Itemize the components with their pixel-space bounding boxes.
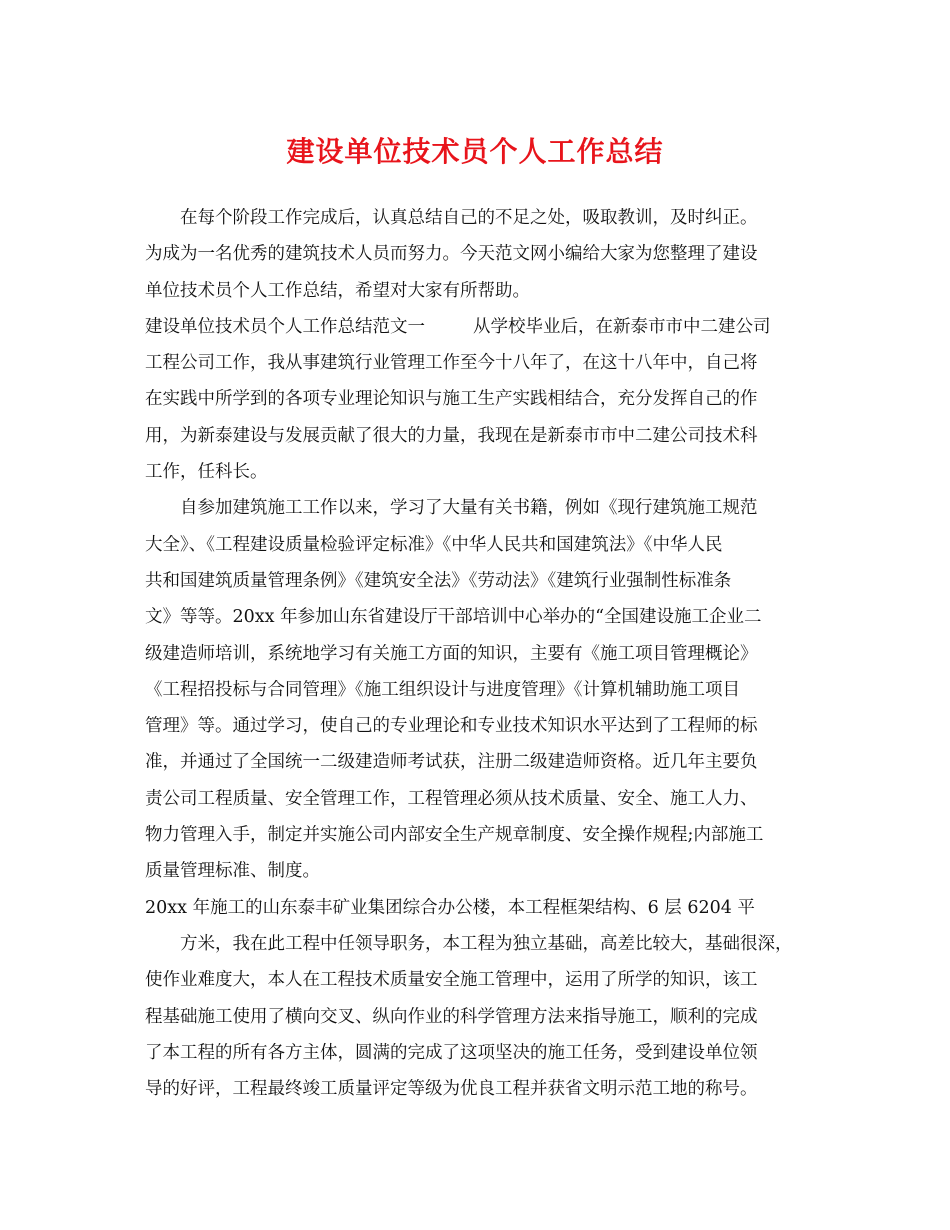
- text-line: 为成为一名优秀的建筑技术人员而努力。今天范文网小编给大家为您整理了建设: [145, 244, 758, 265]
- text-line: [145, 1107, 805, 1143]
- text-line: 物力管理入手，制定并实施公司内部安全生产规章制度、安全操作规程;内部施工: [145, 825, 764, 846]
- section-heading: 建设单位技术员个人工作总结范文一: [145, 316, 425, 337]
- document-title: 建设单位技术员个人工作总结: [286, 135, 664, 168]
- text-line: 单位技术员个人工作总结，希望对大家有所帮助。: [145, 280, 530, 301]
- text-line: 大全》、《工程建设质量检验评定标准》《中华人民共和国建筑法》《中华人民: [145, 534, 723, 555]
- text-line: 用，为新泰建设与发展贡献了很大的力量，我现在是新泰市市中二建公司技术科: [145, 425, 758, 446]
- text-line-with-heading: [145, 309, 805, 345]
- document-body: [145, 200, 805, 1144]
- text-line: 在实践中所学到的各项专业理论知识与施工生产实践相结合，充分发挥自己的作: [145, 389, 758, 410]
- text-line: 程基础施工使用了横向交叉、纵向作业的科学管理方法来指导施工，顺利的完成: [145, 1006, 758, 1027]
- text-line: 文》等等。20xx 年参加山东省建设厅干部培训中心举办的“全国建设施工企业二: [145, 607, 762, 628]
- text-line: 自参加建筑施工工作以来，学习了大量有关书籍，例如《现行建筑施工规范: [180, 498, 758, 519]
- text-line: 导的好评，工程最终竣工质量评定等级为优良工程并获省文明示范工地的称号。: [145, 1079, 758, 1100]
- text-line: 责公司工程质量、安全管理工作，工程管理必须从技术质量、安全、施工人力、: [145, 788, 758, 809]
- text-line: 了本工程的所有各方主体，圆满的完成了这项坚决的施工任务，受到建设单位领: [145, 1042, 758, 1063]
- text-line: 《工程招投标与合同管理》《施工组织设计与进度管理》《计算机辅助施工项目: [145, 679, 740, 700]
- text-line: 工程公司工作，我从事建筑行业管理工作至今十八年了，在这十八年中，自己将: [145, 353, 758, 374]
- text-line: 使作业难度大，本人在工程技术质量安全施工管理中，运用了所学的知识，该工: [145, 970, 758, 991]
- text-line: 20xx 年施工的山东泰丰矿业集团综合办公楼，本工程框架结构、6 层 6204 平: [145, 897, 755, 918]
- text-line: 管理》等。通过学习，使自己的专业理论和专业技术知识水平达到了工程师的标: [145, 716, 758, 737]
- text-line: 级建造师培训，系统地学习有关施工方面的知识，主要有《施工项目管理概论》: [145, 643, 758, 664]
- text-fragment: 从学校毕业后，在新泰市市中二建公司: [473, 316, 771, 337]
- text-line: 工作，任科长。: [145, 462, 268, 483]
- text-line: 共和国建筑质量管理条例》《建筑安全法》《劳动法》《建筑行业强制性标准条: [145, 570, 732, 591]
- text-line: 准，并通过了全国统一二级建造师考试获，注册二级建造师资格。近几年主要负: [145, 752, 758, 773]
- text-line: 方米，我在此工程中任领导职务，本工程为独立基础，高差比较大，基础很深，: [180, 933, 793, 954]
- text-line: 质量管理标准、制度。: [145, 861, 320, 882]
- text-line: 在每个阶段工作完成后，认真总结自己的不足之处，吸取教训，及时纠正。: [180, 208, 758, 228]
